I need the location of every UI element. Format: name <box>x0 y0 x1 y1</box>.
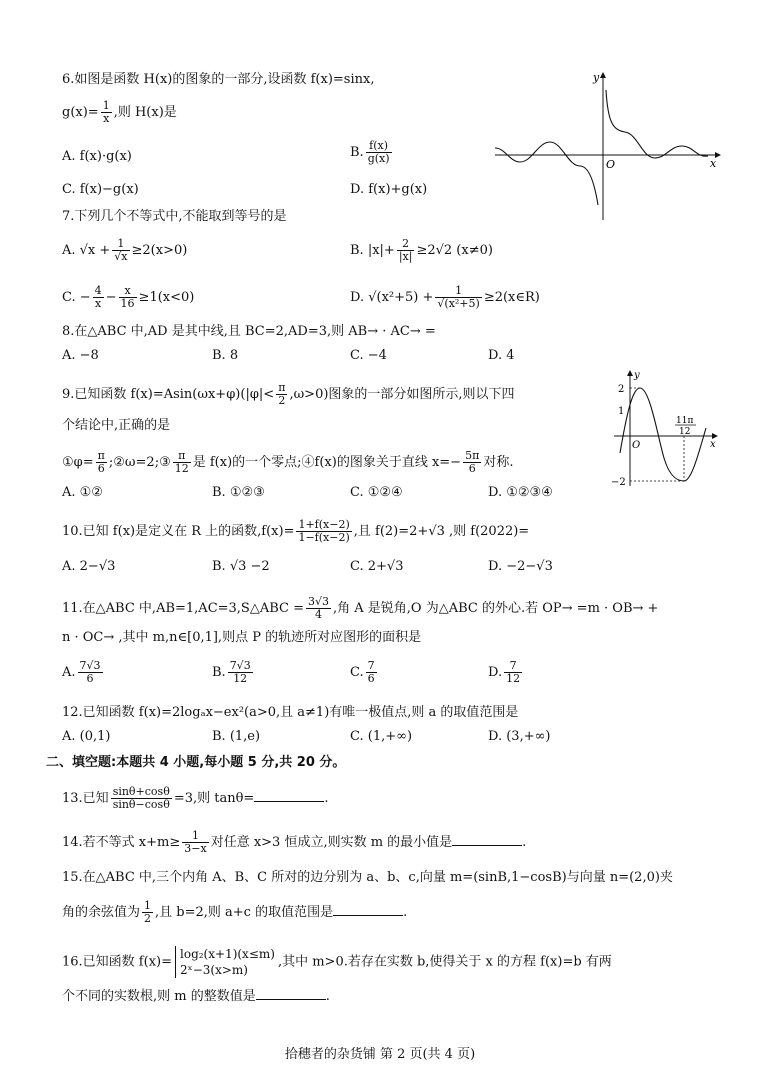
q16-stem-line1: 16.已知函数 f(x)= log₂(x+1)(x≤m) 2ˣ−3(x>m) ,其中 m>0.若存在实数 b,使得关于 x 的方程 f(x)=b 有两 <box>62 947 612 977</box>
q9-graph-curve <box>620 388 706 481</box>
q6-graph-y-label: y <box>593 71 600 84</box>
q15-answer-blank[interactable] <box>333 903 403 916</box>
q9-graph-y-arrow <box>627 370 633 376</box>
q6-option-b: B. $\frac{f(x)}{g(x)}$ <box>350 139 390 165</box>
q12-option-c: C. (1,+∞) <box>350 729 413 744</box>
q6-graph-curve-left <box>495 142 598 205</box>
q12-option-a: A. (0,1) <box>62 729 111 744</box>
q7-stem: 7.下列几个不等式中,不能取到等号的是 <box>62 209 287 224</box>
page-footer: 拾穗者的杂货铺 第 2 页(共 4 页) <box>284 1047 476 1062</box>
q8-option-c: C. −4 <box>350 348 387 363</box>
q10-option-d: D. −2−√3 <box>488 559 553 574</box>
q16-piecewise-brace: log₂(x+1)(x≤m) 2ˣ−3(x>m) <box>175 946 275 978</box>
q6-graph-curve-right <box>606 90 708 158</box>
q9-graph-tick-1: 1 <box>618 406 625 417</box>
q8-stem: 8.在△ABC 中,AD 是其中线,且 BC=2,AD=3,则 AB→ · AC→ = <box>62 324 436 339</box>
q9-option-b: B. ①②③ <box>212 485 265 500</box>
q7-option-c: C. − $\frac{4}{x}$ − $\frac{x}{16}$ ≥1(x<0) <box>62 284 195 310</box>
q12-option-d: D. (3,+∞) <box>488 729 551 744</box>
q9-stem-line2: 个结论中,正确的是 <box>62 418 171 433</box>
q9-stem-line3: ①φ= $\frac{\pi}{6}$ ;②ω=2;③ $\frac{\pi}{12}$ 是 f(x)的一个零点;④f(x)的图象关于直线 x=− $\frac{5\pi}{6}$ 对称. <box>62 449 514 475</box>
q13-stem: 13.已知 $\frac{\sin\theta+\cos\theta}{\sin\theta-\cos\theta}$ =3,则 tanθ= . <box>62 785 329 811</box>
q8-option-d: D. 4 <box>488 348 515 363</box>
q6-stem-line2: g(x)= $\frac{1}{x}$ ,则 H(x)是 <box>62 99 177 125</box>
q14-answer-blank[interactable] <box>452 833 522 846</box>
q10-option-c: C. 2+√3 <box>350 559 404 574</box>
q6-option-d: D. f(x)+g(x) <box>350 182 428 197</box>
q6-stem-line1: 6.如图是函数 H(x)的图象的一部分,设函数 f(x)=sinx, <box>62 72 375 87</box>
q9-graph-x-label: x <box>710 439 716 450</box>
q10-option-b: B. √3 −2 <box>212 559 270 574</box>
q9-graph <box>608 368 720 490</box>
q9-graph-y-label: y <box>634 370 640 381</box>
q9-option-c: C. ①②④ <box>350 485 403 500</box>
q11-stem-line2: n · OC→ ,其中 m,n∈[0,1],则点 P 的轨迹所对应图形的面积是 <box>62 630 422 645</box>
q16-answer-blank[interactable] <box>256 987 326 1000</box>
q6-graph-y-arrow <box>600 72 606 78</box>
q9-graph-tick-x-den: 12 <box>679 427 691 437</box>
q8-option-b: B. 8 <box>212 348 239 363</box>
q6-graph-origin: O <box>606 158 616 171</box>
q9-option-a: A. ①② <box>62 485 103 500</box>
q6-graph-x-label: x <box>710 157 717 170</box>
q8-option-a: A. −8 <box>62 348 99 363</box>
q12-option-b: B. (1,e) <box>212 729 261 744</box>
q9-graph-tick-2: 2 <box>618 384 625 395</box>
q6-option-c: C. f(x)−g(x) <box>62 182 139 197</box>
q6-option-a: A. f(x)·g(x) <box>62 149 132 164</box>
q13-answer-blank[interactable] <box>254 789 324 802</box>
q9-graph-tick-x-num: 11π <box>676 416 694 426</box>
q15-stem-line1: 15.在△ABC 中,三个内角 A、B、C 所对的边分别为 a、b、c,向量 m=(sinB,1−cosB)与向量 n=(2,0)夹 <box>62 870 673 885</box>
q11-option-b: B. $\frac{7√3}{12}$ <box>212 659 251 685</box>
section-fill-in-title: 二、填空题:本题共 4 小题,每小题 5 分,共 20 分。 <box>46 755 346 770</box>
q9-graph-tick-minus2: −2 <box>611 477 626 488</box>
q11-stem-line1: 11.在△ABC 中,AB=1,AC=3,S△ABC = $\frac{3√3}{4}$ ,角 A 是锐角,O 为△ABC 的外心.若 OP→ =m · OB→ + <box>62 595 659 621</box>
q11-option-d: D. $\frac{7}{12}$ <box>488 659 521 685</box>
q7-option-d: D. √(x²+5) + $\frac{1}{\text{√(x²+5)}}$ ≥2(x∈R) <box>350 284 540 310</box>
q12-stem: 12.已知函数 f(x)=2logₐx−ex²(a>0,且 a≠1)有唯一极值点,则 a 的取值范围是 <box>62 705 519 720</box>
q7-option-a: A. √x + $\frac{1}{√x}$ ≥2(x>0) <box>62 237 188 263</box>
q14-stem: 14.若不等式 x+m≥ $\frac{1}{3-x}$ 对任意 x>3 恒成立,则实数 m 的最小值是 . <box>62 829 527 855</box>
q9-graph-origin: O <box>632 440 641 451</box>
q9-stem-line1: 9.已知函数 f(x)=Asin(ωx+φ)(|φ|< $\frac{\pi}{2}$ ,ω>0)图象的一部分如图所示,则以下四 <box>62 381 515 407</box>
q7-option-b: B. |x|+ $\frac{2}{|x|}$ ≥2√2 (x≠0) <box>350 237 493 263</box>
q11-option-a: A. $\frac{7√3}{6}$ <box>62 659 101 685</box>
q9-option-d: D. ①②③④ <box>488 485 553 500</box>
q6-graph <box>490 70 725 225</box>
q10-option-a: A. 2−√3 <box>62 559 116 574</box>
q16-stem-line2: 个不同的实数根,则 m 的整数值是 . <box>62 989 330 1004</box>
q15-stem-line2: 角的余弦值为 $\frac{1}{2}$ ,且 b=2,则 a+c 的取值范围是 . <box>62 899 408 925</box>
q11-option-c: C. $\frac{7}{6}$ <box>350 659 375 685</box>
q10-stem: 10.已知 f(x)是定义在 R 上的函数,f(x)= $\frac{1+f(x-2)}{1-f(x-2)}$ ,且 f(2)=2+√3 ,则 f(2022)= <box>62 518 530 544</box>
